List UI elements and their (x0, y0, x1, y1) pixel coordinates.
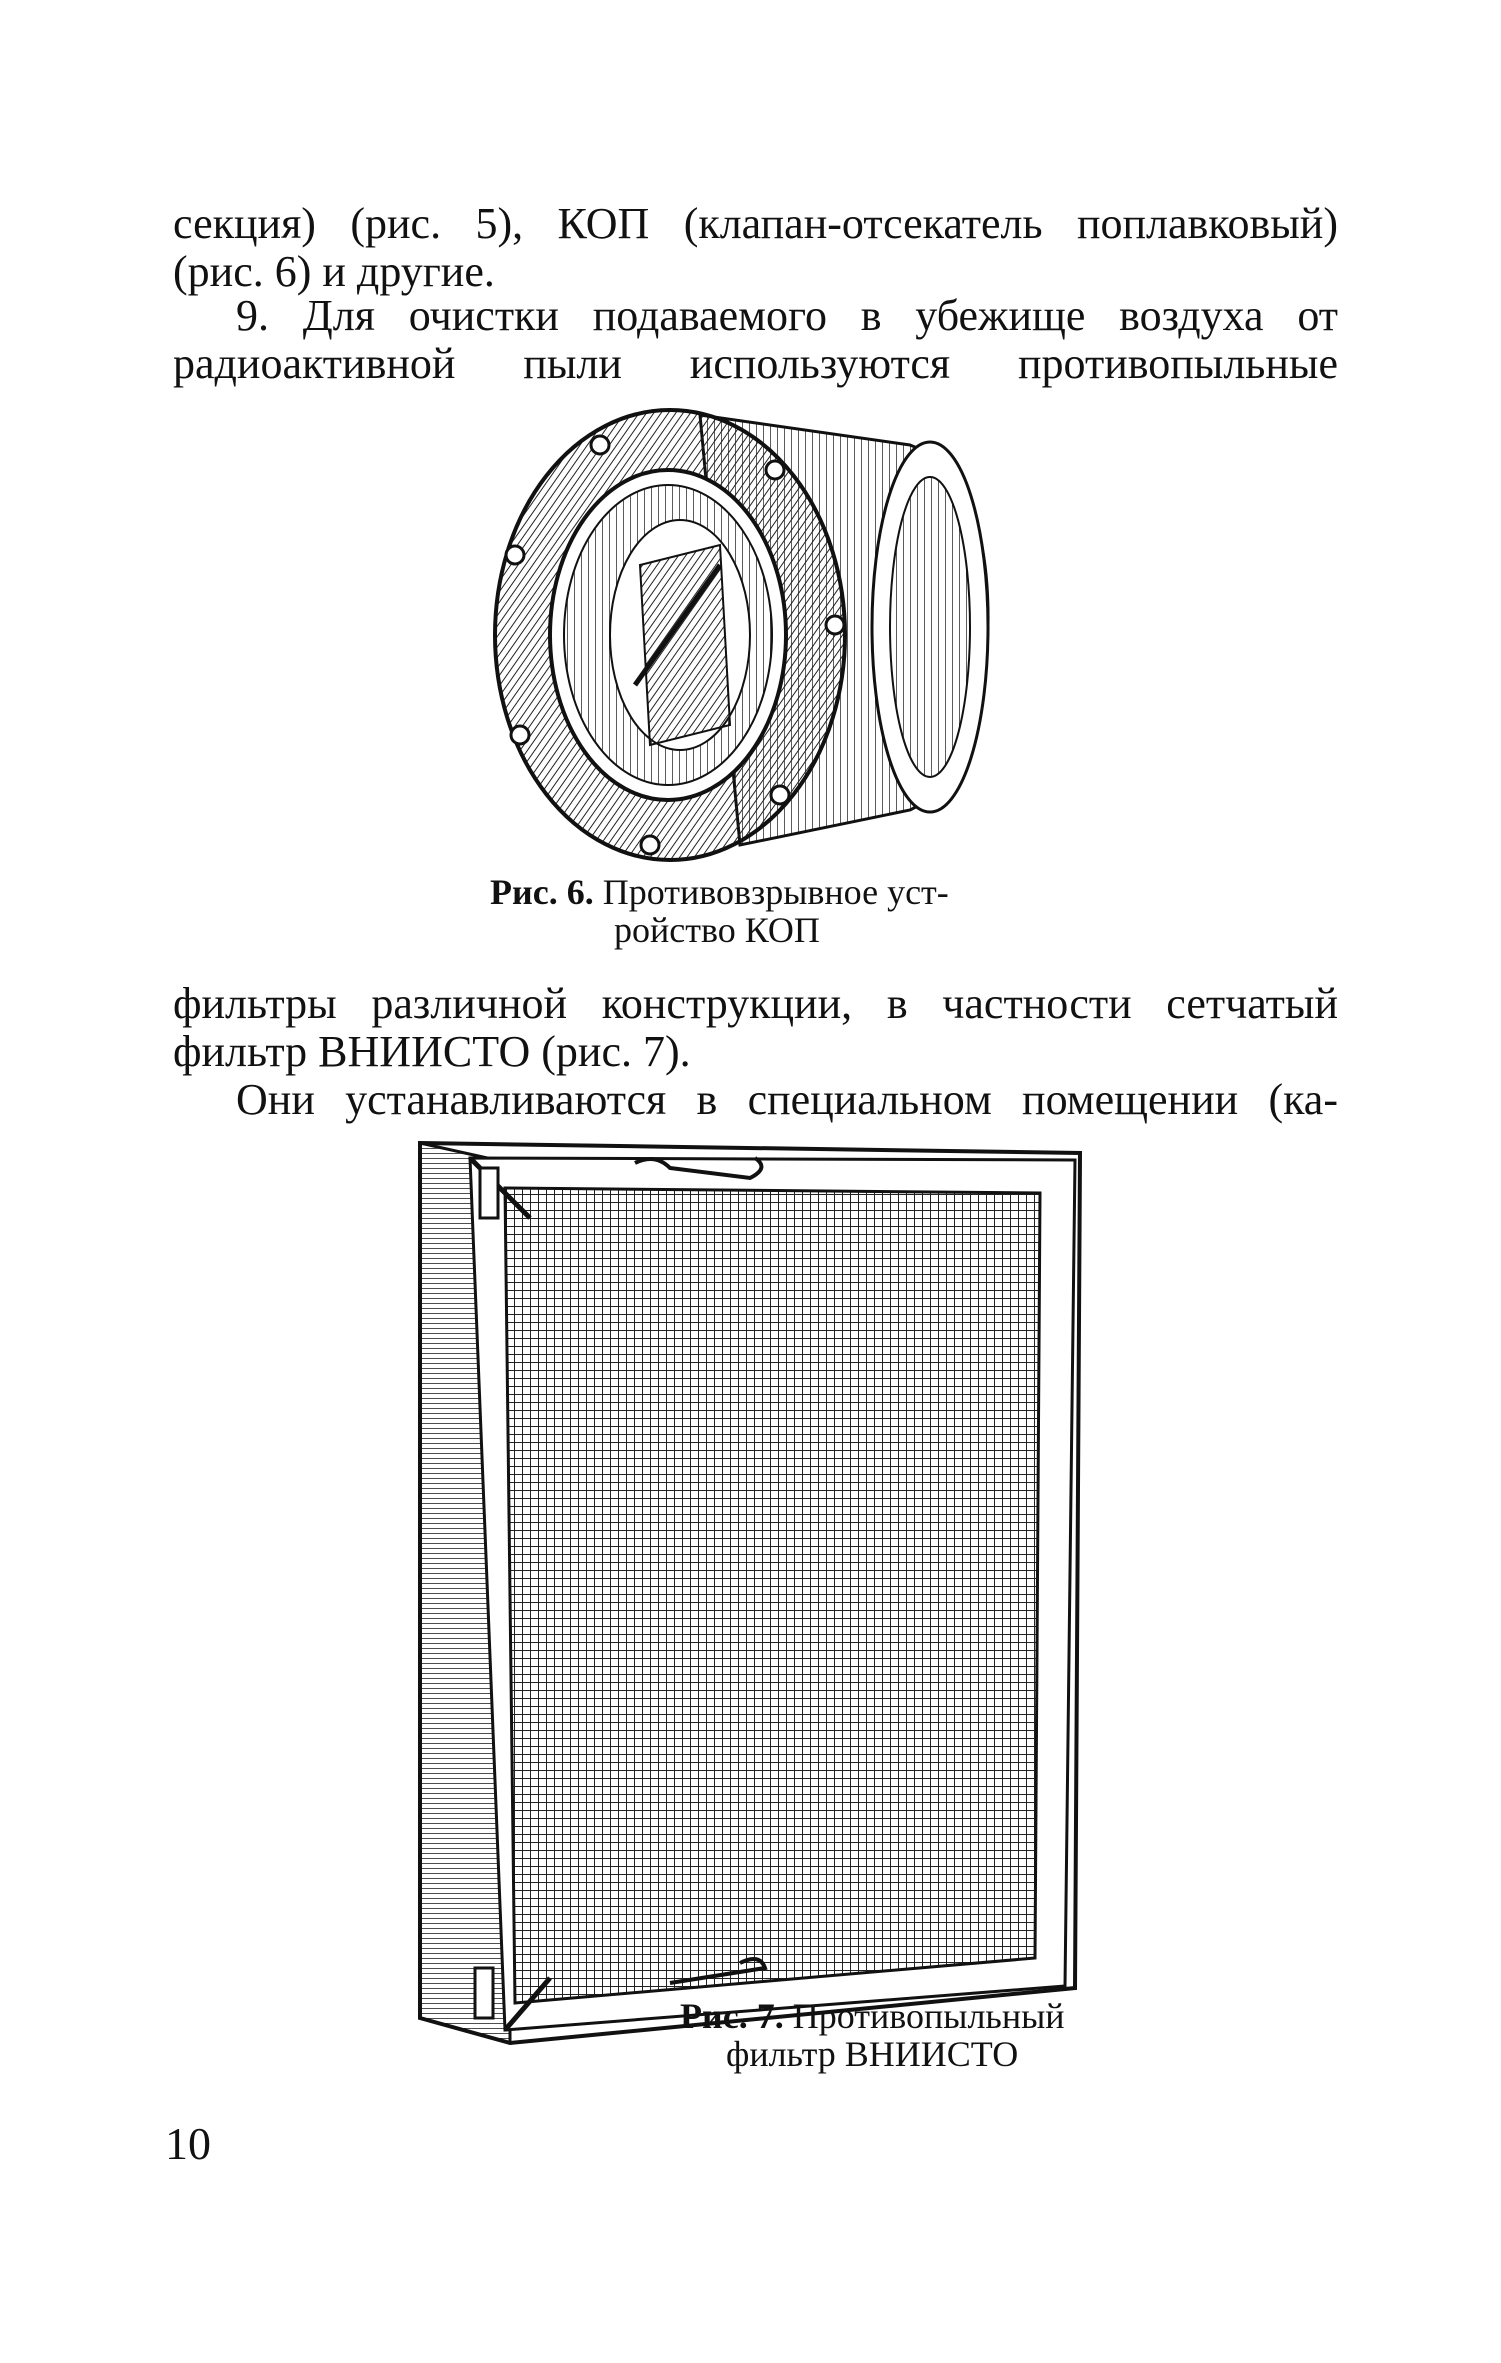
text-line-2: (рис. 6) и другие. (173, 247, 495, 296)
text-line-4: радиоактивной пыли используются противопыльные (173, 339, 1338, 388)
page-number: 10 (165, 2118, 211, 2169)
figure-6-illustration (490, 395, 1010, 870)
figure-7-caption (680, 1996, 1065, 2036)
figure-7-caption-line-2: фильтр ВНИИСТО (726, 2034, 1019, 2074)
figure-6-caption-line-2: ройство КОП (614, 910, 820, 950)
figure-7-caption-line-1: Противопыльный (792, 1996, 1065, 2036)
figure-6-label: Рис. 6. (490, 872, 594, 912)
figure-7-label: Рис. 7. (680, 1996, 784, 2036)
text-line-7: Они устанавливаются в специальном помещении (ка- (236, 1075, 1338, 1124)
text-line-5: фильтры различной конструкции, в частности сетчатый (173, 979, 1338, 1028)
figure-7-illustration (410, 1138, 1090, 2058)
text-line-1: секция) (рис. 5), КОП (клапан-отсекатель поплавковый) (173, 199, 1338, 248)
figure-6-caption-line-1: Противовзрывное уст- (602, 872, 949, 912)
text-line-6: фильтр ВНИИСТО (рис. 7). (173, 1027, 691, 1076)
text-line-3: 9. Для очистки подаваемого в убежище воздуха от (236, 291, 1338, 340)
figure-6-caption (490, 872, 949, 912)
